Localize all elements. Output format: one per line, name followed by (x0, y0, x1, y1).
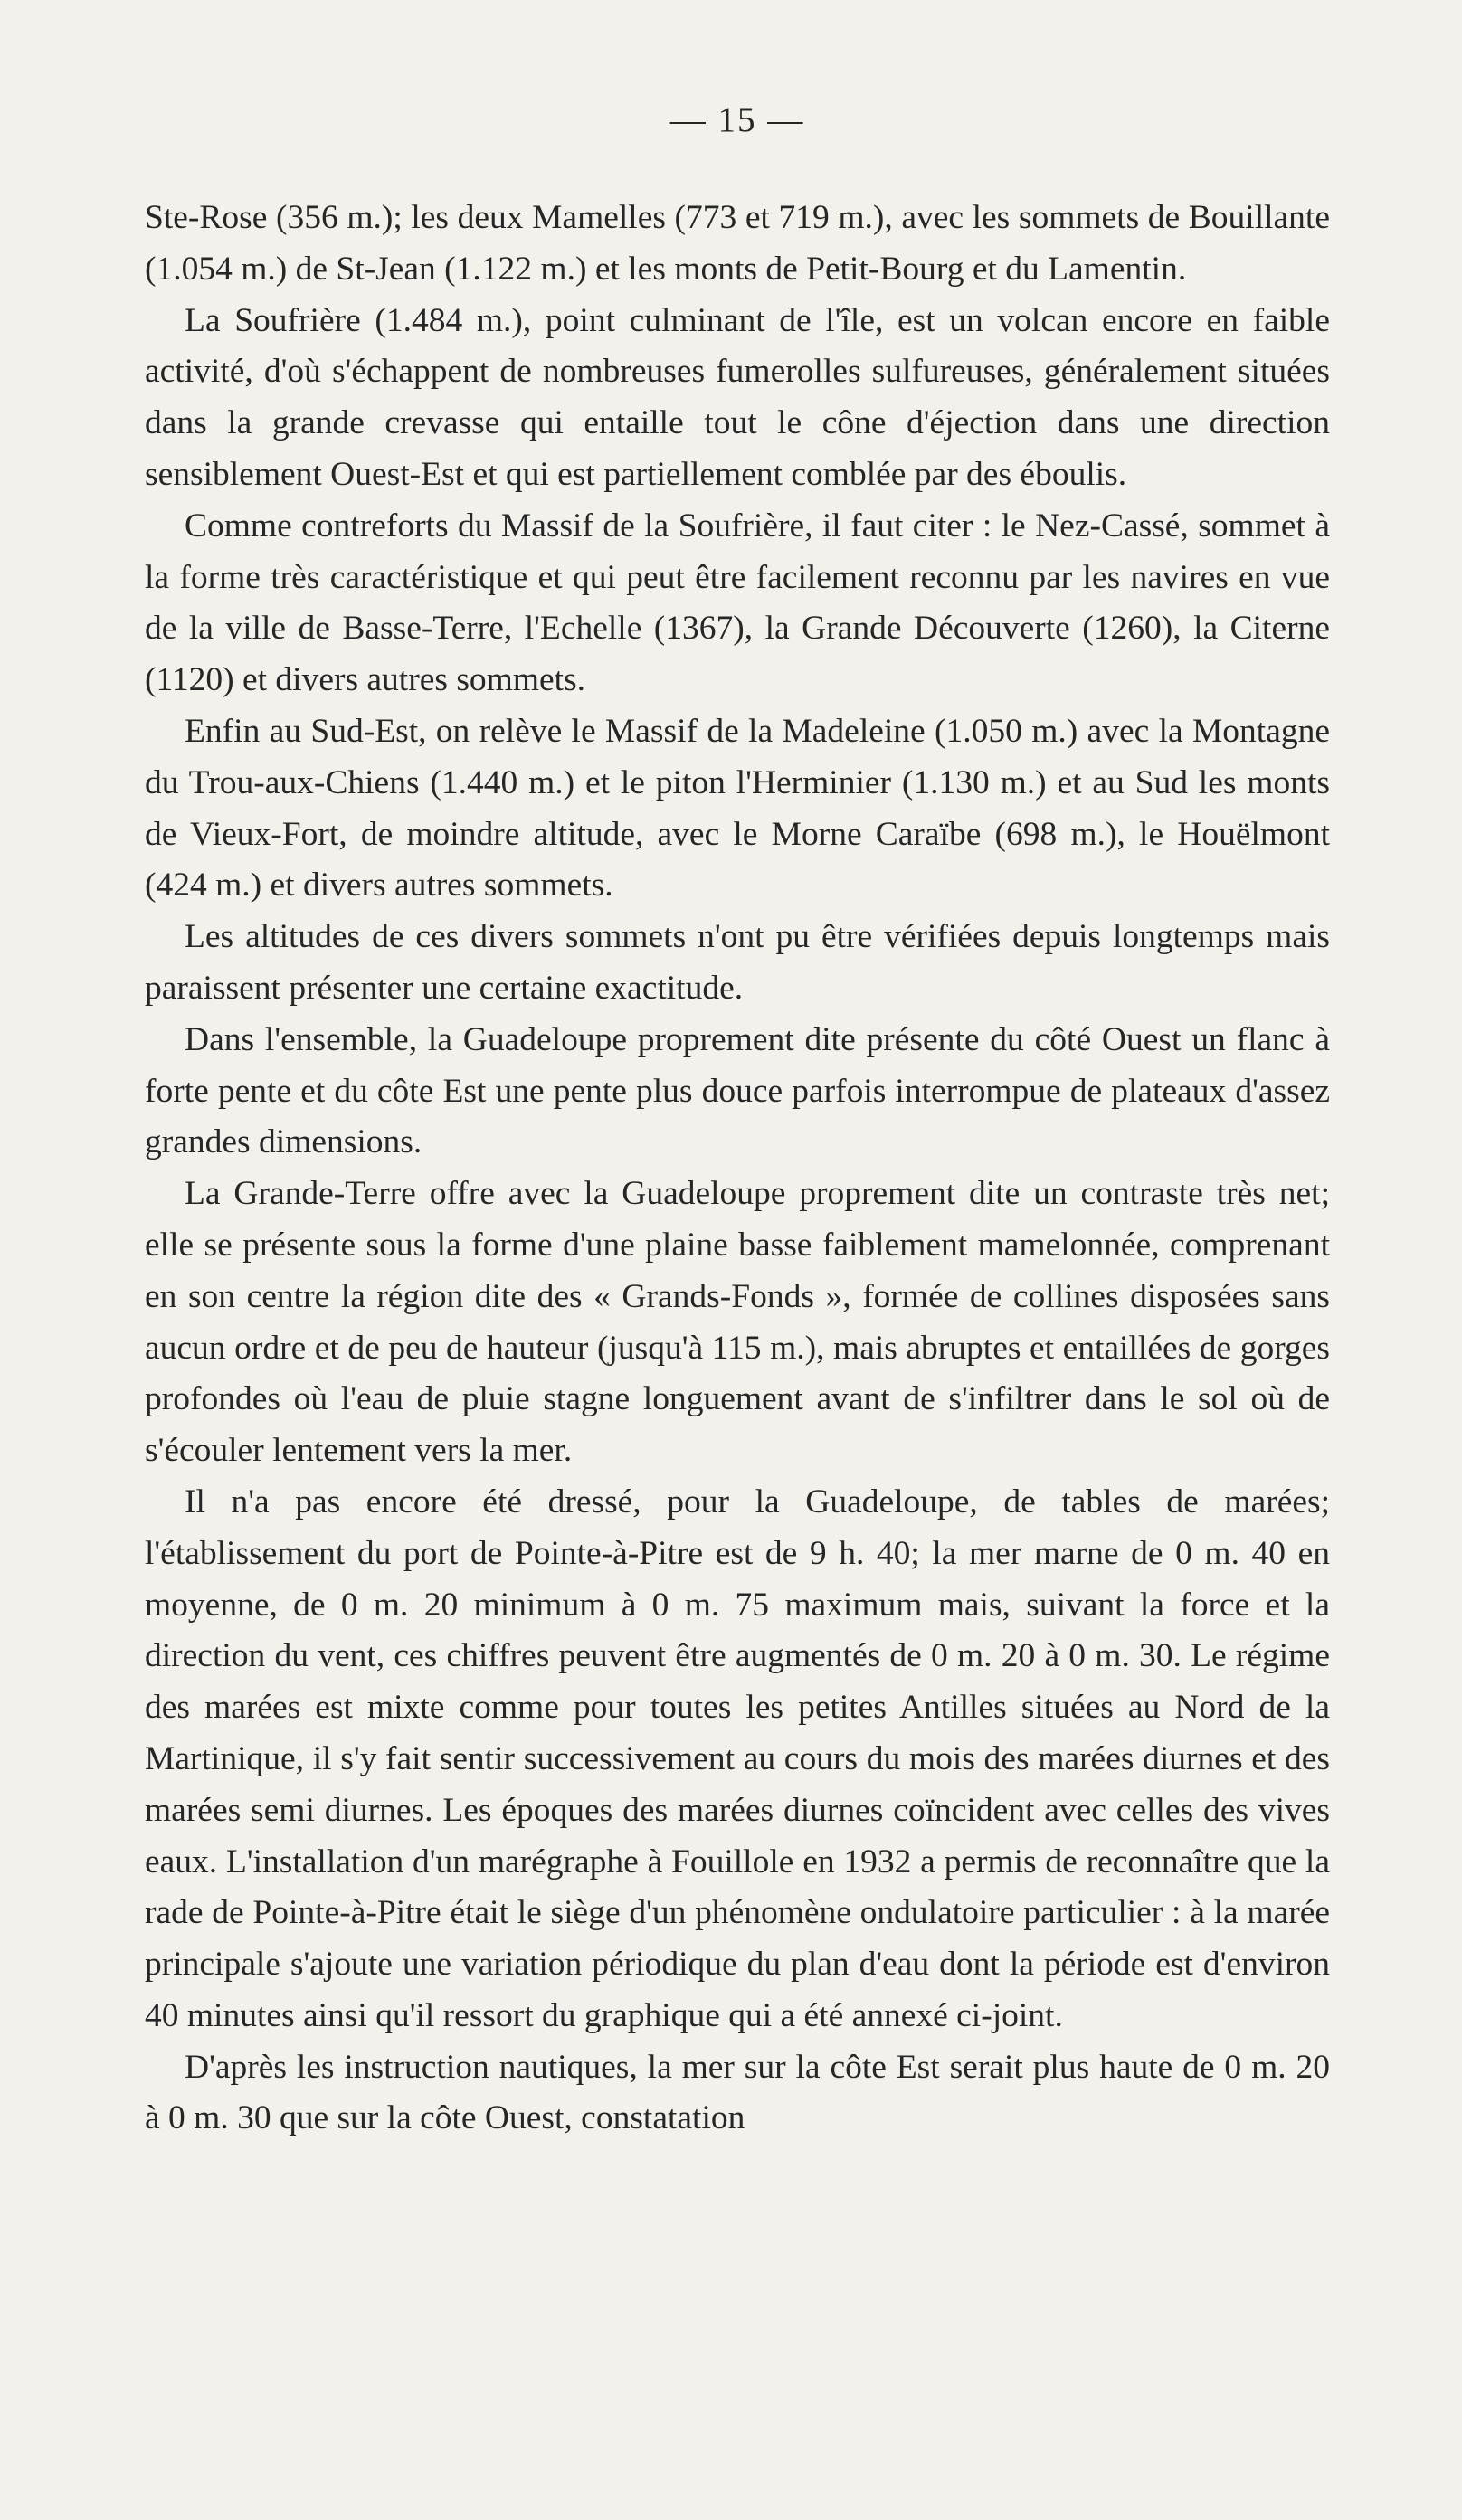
paragraph-4: Enfin au Sud-Est, on relève le Massif de la Madeleine (1.050 m.) avec la Montagne du Trou-aux-Chiens (1.440 m.) et le piton l'Herminier (1.130 m.) et au Sud les monts de Vieux-Fort, de moindre altitude, avec le Morne Caraïbe (698 m.), le Houëlmont (424 m.) et divers autres sommets. (145, 712, 1330, 905)
document-page (145, 99, 1330, 2145)
paragraph-7: La Grande-Terre offre avec la Guadeloupe proprement dite un contraste très net; elle se présente sous la forme d'une plaine basse faiblement mamelonnée, comprenant en son centre la région dite des « Grands-Fonds », formée de collines disposées sans aucun ordre et de peu de hauteur (jusqu'à 115 m.), mais abruptes et entaillées de gorges profondes où l'eau de pluie stagne longuement avant de s'infiltrer dans le sol où de s'écouler lentement vers la mer. (145, 1175, 1330, 1470)
paragraph-9: D'après les instruction nautiques, la mer sur la côte Est serait plus haute de 0 m. 20 à 0 m. 30 que sur la côte Ouest, constatation (145, 2048, 1330, 2137)
paragraph-1: Ste-Rose (356 m.); les deux Mamelles (773 et 719 m.), avec les sommets de Bouillante (1.054 m.) de St-Jean (1.122 m.) et les monts de Petit-Bourg et du Lamentin. (145, 199, 1330, 288)
paragraph-5: Les altitudes de ces divers sommets n'ont pu être vérifiées depuis longtemps mais paraissent présenter une certaine exactitude. (145, 918, 1330, 1007)
paragraph-3: Comme contreforts du Massif de la Soufrière, il faut citer : le Nez-Cassé, sommet à la forme très caractéristique et qui peut être facilement reconnu par les navires en vue de la ville de Basse-Terre, l'Echelle (1367), la Grande Découverte (1260), la Citerne (1120) et divers autres sommets. (145, 507, 1330, 699)
paragraph-2: La Soufrière (1.484 m.), point culminant de l'île, est un volcan encore en faible activité, d'où s'échappent de nombreuses fumerolles sulfureuses, généralement situées dans la grande crevasse qui entaille tout le cône d'éjection dans une direction sensiblement Ouest-Est et qui est partiellement comblée par des éboulis. (145, 301, 1330, 493)
paragraph-8: Il n'a pas encore été dressé, pour la Guadeloupe, de tables de marées; l'établissement du port de Pointe-à-Pitre est de 9 h. 40; la mer marne de 0 m. 40 en moyenne, de 0 m. 20 minimum à 0 m. 75 maximum mais, suivant la force et la direction du vent, ces chiffres peuvent être augmentés de 0 m. 20 à 0 m. 30. Le régime des marées est mixte comme pour toutes les petites Antilles situées au Nord de la Martinique, il s'y fait sentir successivement au cours du mois des marées diurnes et des marées semi diurnes. Les époques des marées diurnes coïncident avec celles des vives eaux. L'installation d'un marégraphe à Fouillole en 1932 a permis de reconnaître que la rade de Pointe-à-Pitre était le siège d'un phénomène ondulatoire particulier : à la marée principale s'ajoute une variation périodique du plan d'eau dont la période est d'environ 40 minutes ainsi qu'il ressort du graphique qui a été annexé ci-joint. (145, 1483, 1330, 2034)
paragraph-6: Dans l'ensemble, la Guadeloupe proprement dite présente du côté Ouest un flanc à forte pente et du côte Est une pente plus douce parfois interrompue de plateaux d'assez grandes dimensions. (145, 1020, 1330, 1161)
page-number: — 15 — (669, 100, 805, 139)
